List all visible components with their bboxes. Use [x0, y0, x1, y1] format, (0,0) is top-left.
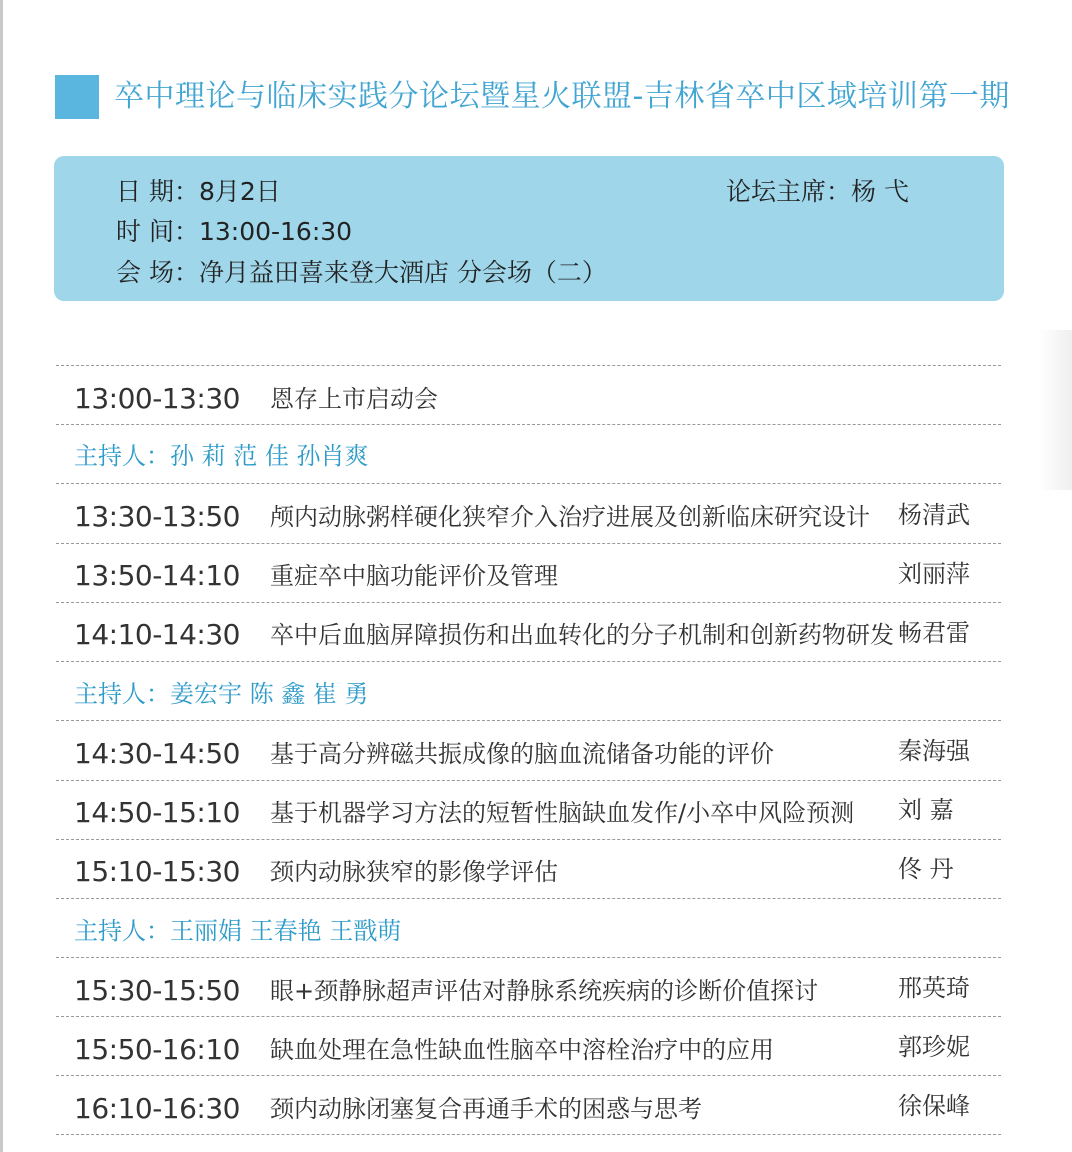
schedule-time: 14:30-14:50 — [74, 737, 240, 770]
divider — [56, 720, 1001, 721]
schedule-topic: 基于高分辨磁共振成像的脑血流储备功能的评价 — [270, 740, 774, 768]
schedule-topic: 缺血处理在急性缺血性脑卒中溶栓治疗中的应用 — [270, 1036, 774, 1064]
schedule-time: 13:50-14:10 — [74, 559, 240, 592]
venue-label: 会 场： — [116, 258, 199, 287]
schedule-time: 16:10-16:30 — [74, 1092, 240, 1125]
divider — [56, 780, 1001, 781]
schedule-time: 15:30-15:50 — [74, 974, 240, 1007]
schedule-speaker: 徐保峰 — [898, 1092, 970, 1120]
schedule-topic: 颈内动脉闭塞复合再通手术的困惑与思考 — [270, 1095, 702, 1123]
chair-label: 论坛主席： — [726, 177, 852, 206]
divider — [56, 839, 1001, 840]
page-shadow — [1038, 330, 1072, 490]
schedule-speaker: 刘丽萍 — [898, 560, 970, 588]
divider — [56, 1134, 1001, 1135]
schedule-speaker: 秦海强 — [898, 737, 970, 765]
divider — [56, 483, 1001, 484]
divider — [56, 424, 1001, 425]
time-value: 13:00-16:30 — [198, 217, 353, 246]
title-marker-square — [55, 75, 99, 119]
schedule-time: 14:10-14:30 — [74, 618, 240, 651]
divider — [56, 957, 1001, 958]
venue-row — [116, 255, 607, 291]
schedule-time: 13:30-13:50 — [74, 500, 240, 533]
divider — [56, 602, 1001, 603]
schedule-topic: 眼+颈静脉超声评估对静脉系统疾病的诊断价值探讨 — [270, 977, 819, 1005]
divider — [56, 1016, 1001, 1017]
schedule-speaker: 佟 丹 — [898, 855, 954, 883]
schedule-time: 15:50-16:10 — [74, 1033, 240, 1066]
divider — [56, 898, 1001, 899]
schedule-time: 13:00-13:30 — [74, 382, 240, 415]
schedule-speaker: 畅君雷 — [898, 619, 970, 647]
schedule-topic: 恩存上市启动会 — [270, 385, 438, 413]
schedule-topic: 颅内动脉粥样硬化狭窄介入治疗进展及创新临床研究设计 — [270, 503, 870, 531]
divider — [56, 1075, 1001, 1076]
schedule-time: 14:50-15:10 — [74, 796, 240, 829]
time-label: 时 间： — [116, 217, 199, 246]
page-edge — [0, 0, 3, 1152]
schedule-topic: 卒中后血脑屏障损伤和出血转化的分子机制和创新药物研发 — [270, 621, 894, 649]
date-row — [116, 174, 281, 210]
chair-value: 杨 弋 — [851, 177, 909, 206]
schedule-topic: 基于机器学习方法的短暂性脑缺血发作/小卒中风险预测 — [270, 799, 855, 827]
divider — [56, 661, 1001, 662]
divider — [56, 365, 1001, 366]
host-line: 主持人：孙 莉 范 佳 孙肖爽 — [74, 442, 369, 470]
schedule-speaker: 刘 嘉 — [898, 796, 954, 824]
divider — [56, 543, 1001, 544]
date-label: 日 期： — [116, 177, 199, 206]
host-line: 主持人：姜宏宇 陈 鑫 崔 勇 — [74, 680, 369, 708]
chair-row — [726, 174, 909, 210]
session-info-box — [54, 156, 1004, 301]
schedule-time: 15:10-15:30 — [74, 855, 240, 888]
schedule-speaker: 杨清武 — [898, 501, 970, 529]
schedule-topic: 颈内动脉狭窄的影像学评估 — [270, 858, 558, 886]
schedule-speaker: 郭珍妮 — [898, 1033, 970, 1061]
schedule-speaker: 邢英琦 — [898, 974, 970, 1002]
venue-value: 净月益田喜来登大酒店 分会场（二） — [198, 258, 607, 287]
date-value: 8月2日 — [198, 177, 281, 206]
time-row — [116, 214, 352, 250]
forum-title: 卒中理论与临床实践分论坛暨星火联盟-吉林省卒中区域培训第一期 — [114, 79, 1010, 114]
schedule-topic: 重症卒中脑功能评价及管理 — [270, 562, 558, 590]
host-line: 主持人：王丽娟 王春艳 王戬萌 — [74, 917, 402, 945]
